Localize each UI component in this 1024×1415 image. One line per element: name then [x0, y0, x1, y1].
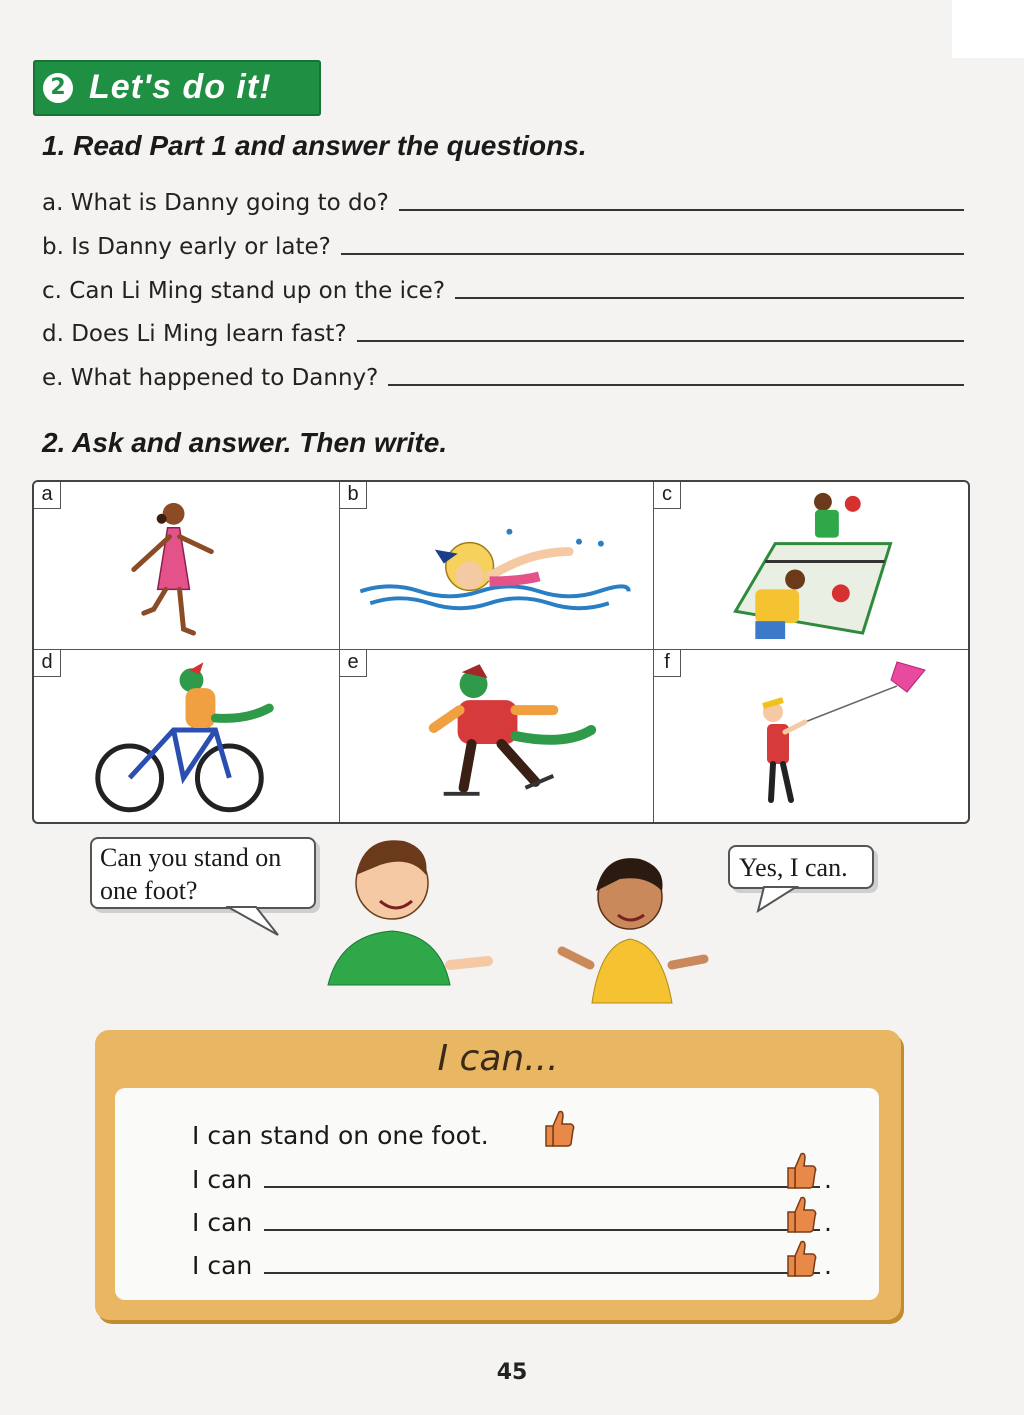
- picture-letter: e: [340, 650, 367, 677]
- section-title: Let's do it!: [89, 68, 272, 106]
- picture-cell-f: [654, 650, 968, 822]
- i-can-prompt: I can: [192, 1165, 253, 1194]
- picture-letter: b: [340, 482, 367, 509]
- page-number: 45: [496, 1360, 528, 1385]
- i-can-inner-panel: [115, 1088, 879, 1300]
- bubble-line: Yes, I can.: [739, 853, 848, 882]
- i-can-line-3: [192, 1244, 832, 1280]
- answer-line[interactable]: [341, 253, 964, 255]
- picture-letter: f: [654, 650, 681, 677]
- picture-cell-e: [340, 650, 654, 822]
- question-b: [42, 226, 964, 260]
- i-can-line-1: [192, 1158, 832, 1194]
- i-can-box: [95, 1030, 901, 1320]
- children-talking-icon: [300, 835, 750, 1025]
- girl-flying-kite-icon: [654, 650, 968, 822]
- picture-letter: c: [654, 482, 681, 509]
- girl-standing-on-one-foot-icon: [34, 482, 339, 649]
- question-c: [42, 270, 964, 304]
- speech-tail-icon: [756, 885, 806, 915]
- question-text: e. What happened to Danny?: [42, 365, 379, 391]
- question-e: [42, 357, 964, 391]
- bubble-line: Can you stand on: [100, 843, 282, 872]
- bubble-line: one foot?: [100, 876, 198, 905]
- question-speech-bubble: [90, 837, 316, 909]
- question-text: d. Does Li Ming learn fast?: [42, 321, 347, 347]
- heading-part-1: 1. Read Part 1 and answer the questions.: [42, 130, 587, 161]
- answer-line[interactable]: [357, 340, 964, 342]
- write-line[interactable]: [264, 1272, 820, 1274]
- question-text: a. What is Danny going to do?: [42, 190, 389, 216]
- question-text: b. Is Danny early or late?: [42, 234, 331, 260]
- thumbs-up-icon: [785, 1238, 819, 1278]
- girl-swimming-icon: [340, 482, 653, 649]
- line-period: .: [824, 1165, 832, 1194]
- dinosaur-ice-skating-icon: [340, 650, 653, 822]
- i-can-prompt: I can: [192, 1208, 253, 1237]
- section-badge: [33, 60, 321, 116]
- line-period: .: [824, 1208, 832, 1237]
- i-can-prompt: I can: [192, 1251, 253, 1280]
- thumbs-up-icon: [785, 1150, 819, 1190]
- picture-letter: a: [34, 482, 61, 509]
- thumbs-up-icon: [543, 1108, 577, 1148]
- speech-tail-icon: [226, 905, 286, 939]
- question-a: [42, 182, 964, 216]
- write-line[interactable]: [264, 1186, 820, 1188]
- line-period: .: [824, 1251, 832, 1280]
- answer-line[interactable]: [388, 384, 964, 386]
- section-number: 2: [43, 73, 73, 103]
- picture-cell-a: [34, 482, 340, 650]
- picture-grid: [32, 480, 970, 824]
- example-sentence: I can stand on one foot.: [192, 1121, 489, 1150]
- dinosaur-riding-bike-icon: [34, 650, 339, 822]
- corner-blank: [952, 0, 1024, 58]
- boys-playing-ping-pong-icon: [654, 482, 968, 649]
- picture-letter: d: [34, 650, 61, 677]
- question-text: c. Can Li Ming stand up on the ice?: [42, 278, 446, 304]
- write-line[interactable]: [264, 1229, 820, 1231]
- i-can-title: I can...: [437, 1038, 559, 1079]
- question-d: [42, 313, 964, 347]
- answer-line[interactable]: [455, 297, 964, 299]
- heading-part-2: 2. Ask and answer. Then write.: [42, 427, 448, 458]
- picture-cell-b: [340, 482, 654, 650]
- answer-line[interactable]: [399, 209, 964, 211]
- i-can-line-2: [192, 1201, 832, 1237]
- picture-cell-c: [654, 482, 968, 650]
- picture-cell-d: [34, 650, 340, 822]
- thumbs-up-icon: [785, 1194, 819, 1234]
- i-can-example: [192, 1114, 832, 1150]
